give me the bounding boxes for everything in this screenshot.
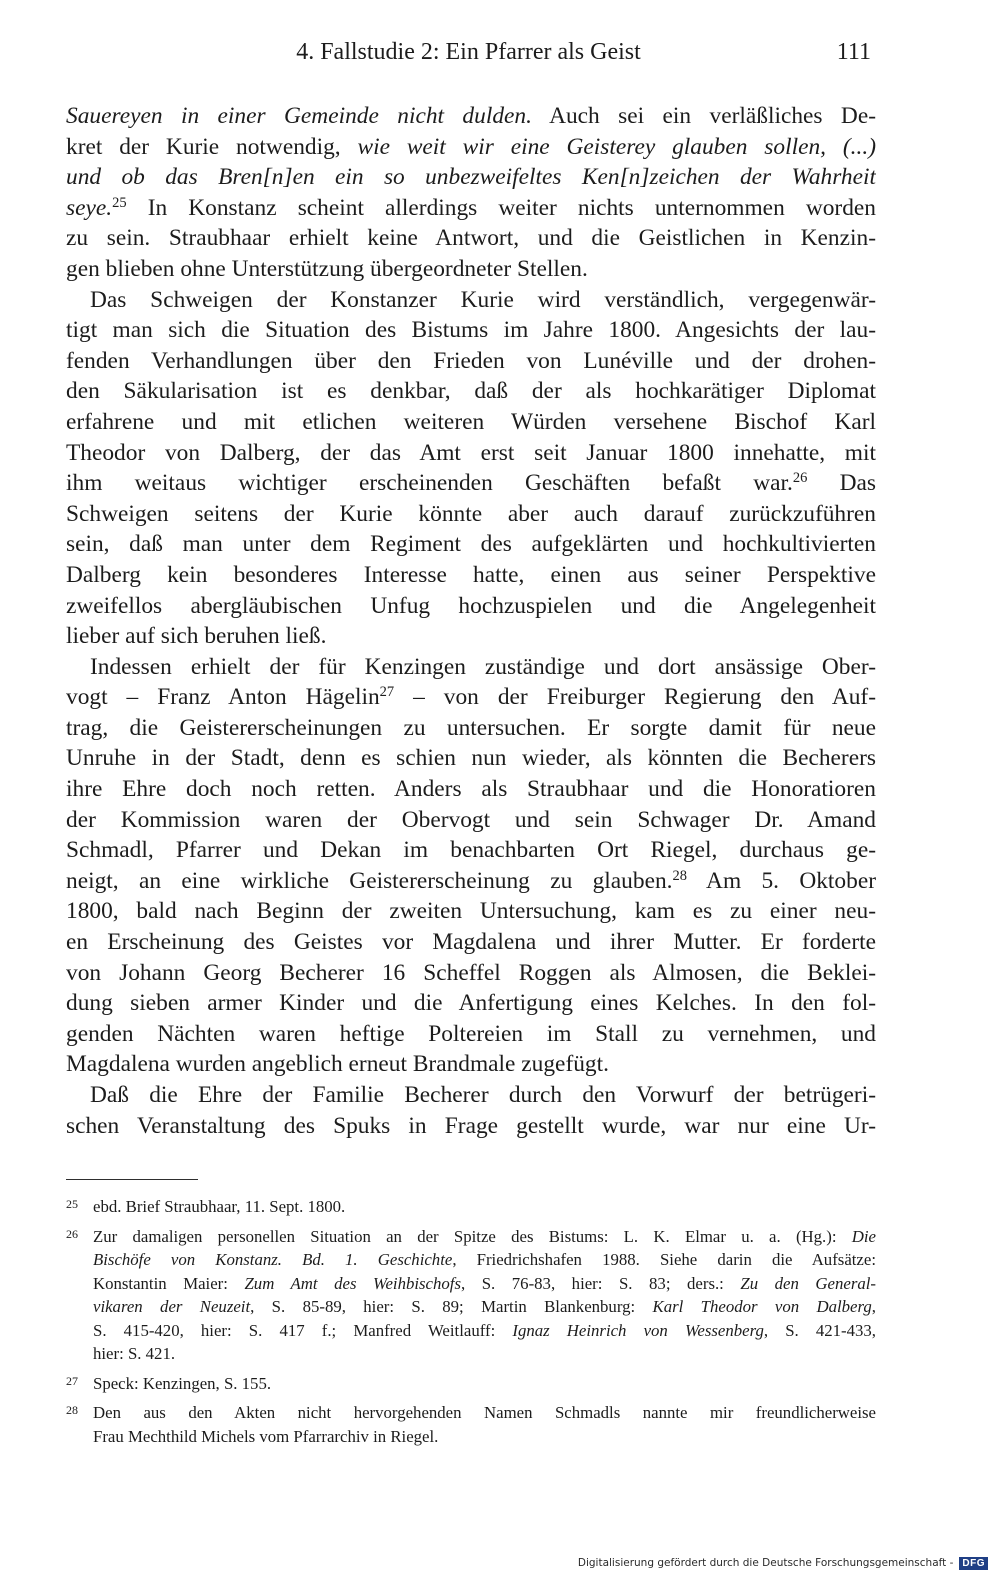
text-segment: Dalberg kein besonderes Interesse hatte, einen aus seiner Perspektive bbox=[66, 561, 876, 588]
body-line bbox=[66, 223, 876, 254]
footnote-text bbox=[93, 1225, 876, 1366]
footnote-text bbox=[93, 1372, 876, 1396]
italic-text: Zu den General- bbox=[740, 1273, 876, 1293]
footnote-line bbox=[93, 1342, 876, 1366]
text-segment: hier: S. 421. bbox=[93, 1344, 176, 1363]
text-segment: S. 415-420, hier: S. 417 f.; Manfred Weitlauff: bbox=[93, 1320, 513, 1340]
body-line bbox=[66, 285, 876, 316]
footnote bbox=[66, 1372, 876, 1396]
text-segment: Speck: Kenzingen, S. 155. bbox=[93, 1373, 272, 1393]
body-line bbox=[66, 652, 876, 683]
body-line bbox=[66, 866, 876, 897]
body-line bbox=[66, 927, 876, 958]
text-segment: , S. 85-89, hier: S. 89; Martin Blankenburg: bbox=[250, 1297, 653, 1316]
italic-text: Bischöfe von Konstanz. Bd. 1. Geschichte bbox=[93, 1250, 453, 1269]
footnotes bbox=[66, 1195, 876, 1448]
text-segment: Zur damaligen personellen Situation an der Spitze des Bistums: L. K. Elmar u. a. (Hg.): bbox=[93, 1226, 852, 1246]
body-line bbox=[66, 499, 876, 530]
text-segment: Schweigen seitens der Kurie könnte aber auch darauf zurückzuführen bbox=[66, 500, 876, 527]
footnote-line bbox=[93, 1295, 876, 1319]
italic-text: wie weit wir eine Geisterey glauben sollen, (...) bbox=[357, 133, 876, 160]
body-line bbox=[66, 193, 876, 224]
body-line bbox=[66, 805, 876, 836]
footnote-line bbox=[93, 1248, 876, 1272]
italic-text: Zum Amt des Weihbischofs bbox=[244, 1273, 461, 1293]
text-segment: Den aus den Akten nicht hervorgehenden Namen Schmadls nannte mir freundlicherweise bbox=[93, 1403, 876, 1422]
footnote-line bbox=[93, 1319, 876, 1343]
body-line bbox=[66, 376, 876, 407]
page-number: 111 bbox=[836, 39, 871, 65]
body-line bbox=[66, 438, 876, 469]
body-line bbox=[66, 162, 876, 193]
text-segment: erfahrene und mit etlichen weiteren Würden versehene Bischof Karl bbox=[66, 408, 876, 435]
footnote-line bbox=[93, 1372, 876, 1396]
running-header bbox=[66, 34, 871, 70]
text-segment: Theodor von Dalberg, der das Amt erst seit Januar 1800 innehatte, mit bbox=[66, 439, 876, 466]
italic-text: vikaren der Neuzeit bbox=[93, 1297, 251, 1316]
text-segment: en Erscheinung des Geistes vor Magdalena und ihrer Mutter. Er forderte bbox=[66, 929, 876, 956]
text-segment: Auch sei ein verläßliches De- bbox=[531, 103, 876, 129]
footnote-line bbox=[93, 1195, 876, 1219]
body-line bbox=[66, 407, 876, 438]
italic-text: seye. bbox=[66, 194, 113, 221]
dfg-logo-icon: DFG bbox=[959, 1557, 988, 1570]
body-line bbox=[66, 682, 876, 713]
body-line bbox=[66, 1049, 876, 1080]
footnote-text bbox=[93, 1195, 876, 1219]
text-segment: sein, daß man unter dem Regiment des aufgeklärten und hochkultivierten bbox=[66, 531, 876, 558]
body-line bbox=[66, 1111, 876, 1142]
text-segment: gen blieben ohne Unterstützung übergeordneter Stellen. bbox=[66, 255, 588, 282]
text-segment: zu sein. Straubhaar erhielt keine Antwort, und die Geistlichen in Kenzin- bbox=[66, 225, 876, 252]
text-segment: lieber auf sich beruhen ließ. bbox=[66, 623, 327, 650]
body-line bbox=[66, 835, 876, 866]
body-line bbox=[66, 346, 876, 377]
text-segment: Unruhe in der Stadt, denn es schien nun wieder, als könnten die Becherers bbox=[66, 745, 876, 772]
footnote-divider bbox=[66, 1179, 198, 1180]
text-segment: dung sieben armer Kinder und die Anfertigung eines Kelches. In den fol- bbox=[66, 990, 876, 1017]
body-line bbox=[66, 529, 876, 560]
text-segment: Daß die Ehre der Familie Becherer durch den Vorwurf der betrügeri- bbox=[90, 1082, 876, 1108]
body-line bbox=[66, 1080, 876, 1111]
body-line bbox=[66, 315, 876, 346]
body-line bbox=[66, 591, 876, 622]
funding-notice bbox=[578, 1554, 988, 1572]
text-segment: kret der Kurie notwendig, bbox=[66, 133, 358, 160]
italic-text: Sauereyen in einer Gemeinde nicht dulden. bbox=[66, 103, 532, 129]
text-segment: , S. 76-83, hier: S. 83; ders.: bbox=[460, 1273, 741, 1293]
body-text bbox=[66, 101, 876, 1141]
body-line bbox=[66, 713, 876, 744]
text-segment: neigt, an eine wirkliche Geistererscheinung zu glauben. bbox=[66, 867, 673, 894]
text-segment: tigt man sich die Situation des Bistums im Jahre 1800. Angesichts der lau- bbox=[66, 317, 876, 344]
italic-text: Ignaz Heinrich von Wessenberg bbox=[512, 1320, 764, 1340]
italic-text: Die bbox=[851, 1226, 876, 1246]
footnote bbox=[66, 1401, 876, 1448]
text-segment: Am 5. Oktober bbox=[687, 867, 876, 894]
footnote bbox=[66, 1225, 876, 1366]
italic-text: und ob das Bren[n]en ein so unbezweifeltes Ken[n]zeichen der Wahrheit bbox=[66, 164, 876, 191]
text-segment: zweifellos abergläubischen Unfug hochzuspielen und die Angelegenheit bbox=[66, 592, 876, 619]
text-segment: ebd. Brief Straubhaar, 11. Sept. 1800. bbox=[93, 1197, 346, 1216]
footnote-text bbox=[93, 1401, 876, 1448]
text-segment: Frau Mechthild Michels vom Pfarrarchiv in Riegel. bbox=[93, 1426, 439, 1446]
text-segment: schen Veranstaltung des Spuks in Frage gestellt wurde, war nur eine Ur- bbox=[66, 1112, 876, 1139]
text-segment: Das bbox=[807, 470, 876, 497]
body-line bbox=[66, 468, 876, 499]
body-line bbox=[66, 988, 876, 1019]
text-segment: vogt – Franz Anton Hägelin bbox=[66, 684, 380, 711]
footnote-ref: 26 bbox=[792, 470, 808, 487]
text-segment: der Kommission waren der Obervogt und sein Schwager Dr. Amand bbox=[66, 806, 876, 833]
text-segment: , S. 421-433, bbox=[763, 1320, 876, 1340]
text-segment: , bbox=[871, 1297, 876, 1316]
footnote-number: 27 bbox=[66, 1373, 78, 1388]
text-segment: trag, die Geistererscheinungen zu untersuchen. Er sorgte damit für neue bbox=[66, 714, 876, 741]
text-segment: ihre Ehre doch noch retten. Anders als Straubhaar und die Honoratioren bbox=[66, 776, 876, 803]
text-segment: genden Nächten waren heftige Poltereien im Stall zu vernehmen, und bbox=[66, 1020, 876, 1047]
text-segment: – von der Freiburger Regierung den Auf- bbox=[394, 684, 876, 711]
body-line bbox=[66, 1019, 876, 1050]
body-line bbox=[66, 621, 876, 652]
footnote-ref: 27 bbox=[379, 684, 395, 701]
footnote-line bbox=[93, 1272, 876, 1296]
italic-text: Karl Theodor von Dalberg bbox=[652, 1297, 872, 1316]
footnote-ref: 25 bbox=[112, 194, 127, 211]
text-segment: Indessen erhielt der für Kenzingen zuständige und dort ansässige Ober- bbox=[90, 653, 876, 680]
footnote-ref: 28 bbox=[672, 867, 688, 884]
text-segment: Schmadl, Pfarrer und Dekan im benachbarten Ort Riegel, durchaus ge- bbox=[66, 837, 876, 864]
body-line bbox=[66, 958, 876, 989]
body-line bbox=[66, 101, 876, 132]
text-segment: Magdalena wurden angeblich erneut Brandmale zugefügt. bbox=[66, 1051, 609, 1078]
body-line bbox=[66, 896, 876, 927]
text-segment: von Johann Georg Becherer 16 Scheffel Roggen als Almosen, die Beklei- bbox=[66, 959, 876, 986]
text-segment: 1800, bald nach Beginn der zweiten Untersuchung, kam es zu einer neu- bbox=[66, 898, 876, 925]
footnote-line bbox=[93, 1225, 876, 1249]
body-line bbox=[66, 560, 876, 591]
funding-notice-text: Digitalisierung gefördert durch die Deutsche Forschungsgemeinschaft - bbox=[577, 1557, 954, 1569]
footnote-number: 25 bbox=[66, 1197, 78, 1211]
footnote-line bbox=[93, 1425, 876, 1449]
footnote bbox=[66, 1195, 876, 1219]
text-segment: , Friedrichshafen 1988. Siehe darin die Aufsätze: bbox=[452, 1250, 876, 1269]
body-line bbox=[66, 132, 876, 163]
body-line bbox=[66, 774, 876, 805]
footnote-line bbox=[93, 1401, 876, 1425]
running-header-title: 4. Fallstudie 2: Ein Pfarrer als Geist bbox=[296, 39, 641, 65]
text-segment: Konstantin Maier: bbox=[93, 1273, 245, 1293]
text-segment: ihm weitaus wichtiger erscheinenden Geschäften befaßt war. bbox=[66, 470, 793, 497]
body-line bbox=[66, 743, 876, 774]
text-segment: In Konstanz scheint allerdings weiter nichts unternommen worden bbox=[126, 194, 876, 221]
body-line bbox=[66, 254, 876, 285]
footnote-number: 28 bbox=[66, 1403, 78, 1417]
text-segment: Das Schweigen der Konstanzer Kurie wird verständlich, vergegenwär- bbox=[90, 286, 876, 313]
footnote-number: 26 bbox=[66, 1226, 78, 1241]
text-segment: den Säkularisation ist es denkbar, daß der als hochkarätiger Diplomat bbox=[66, 378, 876, 405]
text-segment: fenden Verhandlungen über den Frieden von Lunéville und der drohen- bbox=[66, 347, 876, 374]
